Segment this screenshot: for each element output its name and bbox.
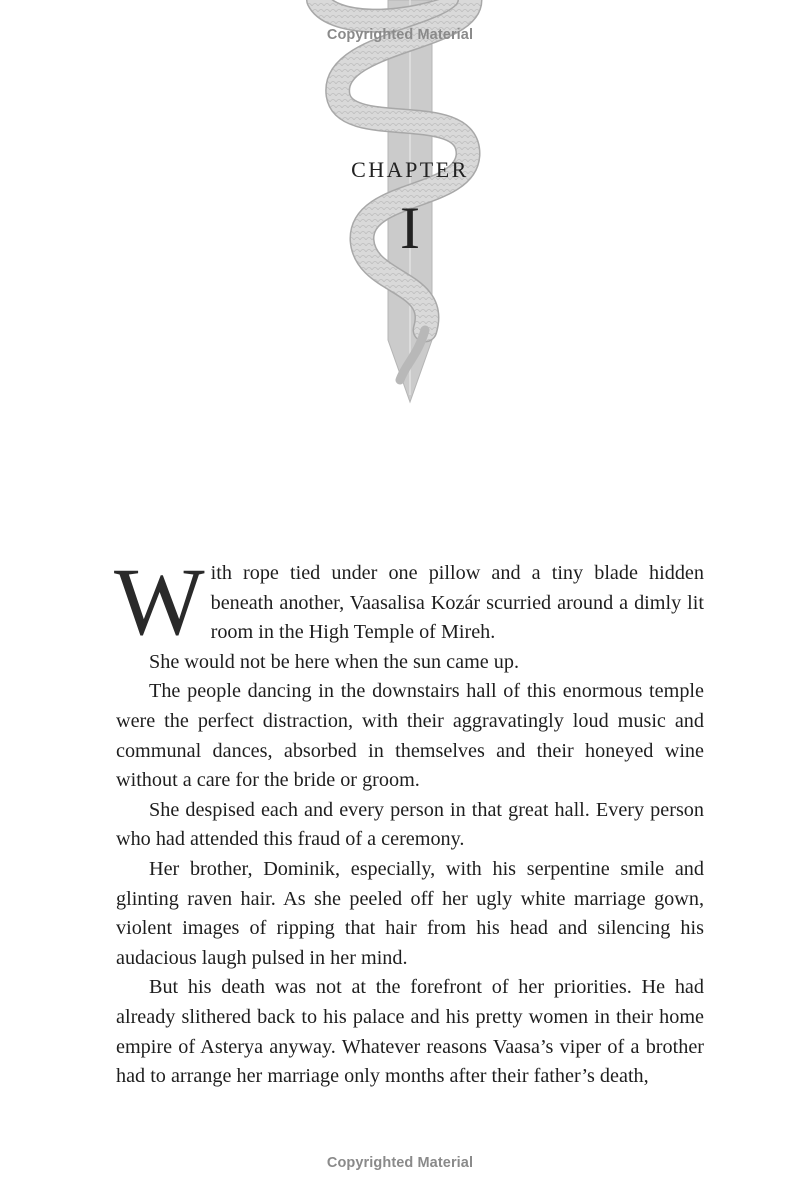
copyright-watermark-bottom: Copyrighted Material: [326, 1155, 474, 1171]
paragraph-4: She despised each and every person in that great hall. Every person who had attended this fraud of a ceremony.: [116, 798, 704, 851]
chapter-number: I: [400, 195, 420, 261]
chapter-body: [114, 548, 704, 1092]
drop-cap: W: [114, 548, 205, 655]
paragraph-1-text: ith rope tied under one pillow and a tiny blade hidden beneath another, Vaasalisa Kozár scurried around a dimly lit room in the High Temple of Mireh.: [210, 562, 704, 644]
paragraph-5: Her brother, Dominik, especially, with his serpentine smile and glinting raven hair. As she peeled off her ugly white marriage gown, violent images of ripping that hair from his head and silencing his audacious laugh pulsed in her mind.: [116, 857, 704, 969]
paragraph-6: But his death was not at the forefront of her priorities. He had already slithered back to his palace and his pretty women in their home empire of Asterya anyway. Whatever reasons Vaasa’s viper of a brother had to arrange her marriage only months after their father’s death,: [116, 976, 704, 1088]
paragraph-3: The people dancing in the downstairs hall of this enormous temple were the perfect distraction, with their aggravatingly loud music and communal dances, absorbed in themselves and their honeyed wine without a care for the bride or groom.: [116, 680, 704, 792]
copyright-watermark-top: Copyrighted Material: [326, 27, 474, 43]
paragraph-2: She would not be here when the sun came up.: [149, 650, 520, 673]
chapter-heading: CHAPTER: [351, 157, 469, 182]
paragraph-1: [114, 548, 704, 655]
